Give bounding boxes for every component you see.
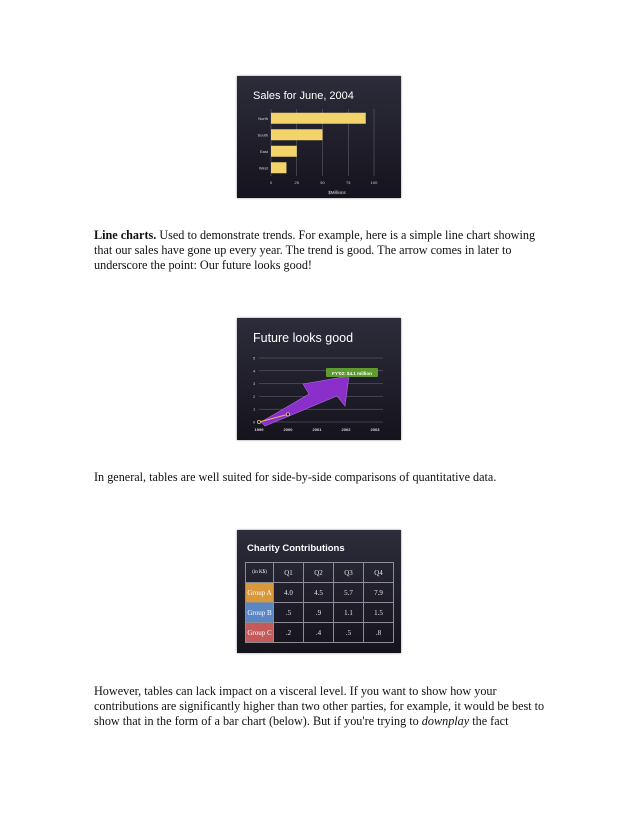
impact-text-2: the fact [469, 714, 509, 728]
y-tick-label: 0 [253, 419, 256, 425]
table-cell: 4.5 [304, 583, 334, 603]
paragraph-tables: In general, tables are well suited for side-by-side comparisons of quantitative data. [94, 470, 497, 484]
bar-east [271, 146, 297, 157]
line-point [257, 420, 260, 423]
header-q1: Q1 [274, 563, 304, 583]
future-chart-title: Future looks good [253, 331, 354, 345]
y-tick-label: 1 [253, 406, 256, 412]
annotation-label: FY'02: $4.1 million [332, 371, 372, 376]
slide-sales-chart [237, 76, 401, 198]
x-tick-label: 2000 [283, 427, 293, 432]
table-corner: (in K$) [246, 563, 274, 583]
header-q2: Q2 [304, 563, 334, 583]
row-label-group-a: Group A [246, 583, 274, 603]
y-tick-label: 2 [253, 393, 256, 399]
table-cell: 7.9 [364, 583, 394, 603]
line-point [286, 413, 289, 416]
x-tick-label: 2002 [341, 427, 351, 432]
category-label: South [257, 132, 268, 138]
x-tick-label: 0 [269, 180, 273, 185]
y-tick-label: 5 [253, 355, 256, 361]
x-tick-label: 25 [294, 180, 299, 185]
table-cell: .9 [304, 603, 334, 623]
bar-north [271, 113, 366, 124]
slide-charity-table [237, 530, 401, 653]
y-tick-label: 3 [253, 381, 256, 387]
table-row [246, 623, 394, 643]
impact-text-1: However, tables can lack impact on a visceral level. If you want to show how your contributions are significantly higher than two other parties, for example, it would be best to show that in the form of a bar chart (below). But if you're trying to [94, 684, 545, 728]
x-tick-label: 2003 [370, 427, 380, 432]
charity-table [245, 562, 394, 643]
row-label-group-c: Group C [246, 623, 274, 643]
table-cell: .5 [334, 623, 364, 643]
category-label: North [258, 115, 268, 121]
impact-italic: downplay [421, 714, 470, 728]
table-cell: 1.5 [364, 603, 394, 623]
table-row [246, 603, 394, 623]
header-q3: Q3 [334, 563, 364, 583]
bar-west [271, 162, 286, 173]
line-charts-text: Used to demonstrate trends. For example, here is a simple line chart showing that our sales have gone up every year. The trend is good. The arrow comes in later to underscore the point: Our future looks good! [94, 228, 536, 272]
table-cell: .5 [274, 603, 304, 623]
paragraph-tables-impact [94, 684, 554, 729]
table-cell: .4 [304, 623, 334, 643]
x-tick-label: 100 [370, 180, 378, 185]
table-cell: .8 [364, 623, 394, 643]
table-cell: .2 [274, 623, 304, 643]
category-label: West [258, 165, 268, 171]
x-tick-label: 1999 [254, 427, 264, 432]
x-tick-label: 50 [320, 180, 325, 185]
sales-bar-chart [237, 76, 401, 198]
table-header-row [246, 563, 394, 583]
table-cell: 1.1 [334, 603, 364, 623]
x-tick-label: 75 [346, 180, 351, 185]
charity-title: Charity Contributions [247, 543, 345, 554]
sales-chart-title: Sales for June, 2004 [253, 90, 354, 102]
slide-future-chart [237, 318, 401, 440]
header-q4: Q4 [364, 563, 394, 583]
paragraph-line-charts [94, 228, 554, 273]
sales-chart-xlabel: $Millions [328, 190, 346, 195]
row-label-group-b: Group B [246, 603, 274, 623]
bar-south [271, 129, 323, 140]
table-cell: 5.7 [334, 583, 364, 603]
category-label: East [259, 148, 268, 154]
future-line-chart [237, 318, 401, 440]
y-tick-label: 4 [253, 368, 256, 374]
x-tick-label: 2001 [312, 427, 322, 432]
table-cell: 4.0 [274, 583, 304, 603]
table-row [246, 583, 394, 603]
line-charts-heading: Line charts. [94, 228, 157, 242]
